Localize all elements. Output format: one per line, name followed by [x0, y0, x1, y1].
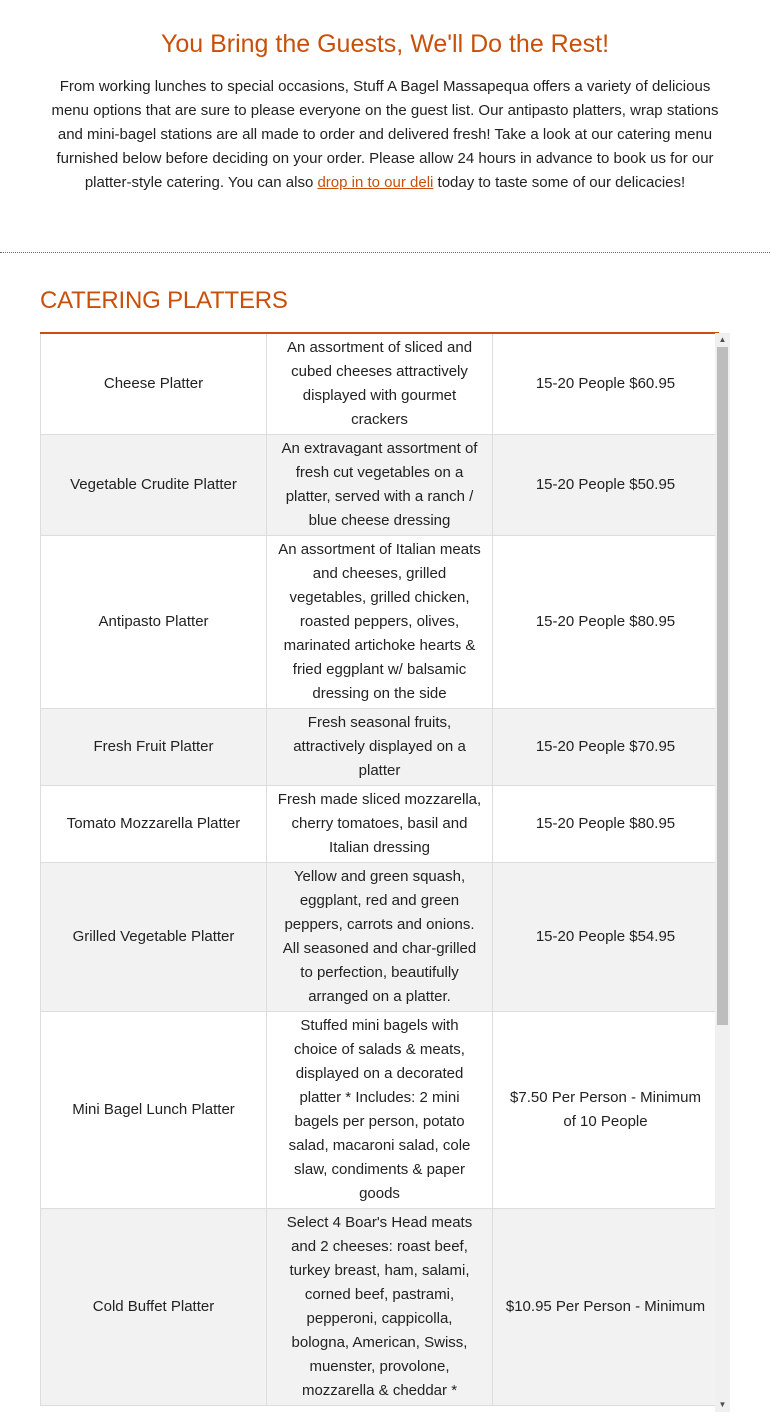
platters-table	[40, 332, 719, 1406]
scroll-up-arrow-icon[interactable]: ▲	[718, 335, 727, 344]
table-row	[41, 333, 719, 435]
table-row	[41, 1209, 719, 1406]
scroll-down-arrow-icon[interactable]: ▼	[718, 1400, 727, 1409]
platter-price: $10.95 Per Person - Minimum	[493, 1209, 719, 1406]
intro-text-before-link: From working lunches to special occasions, Stuff A Bagel Massapequa offers a variety of delicious menu options that are sure to please everyone on the guest list. Our antipasto platters, wrap stations and mini-bagel stations are all made to order and delivered fresh! Take a look at our catering menu furnished below before deciding on your order. Please allow 24 hours in advance to book us for our platter-style catering. You can also	[51, 78, 719, 191]
platter-description: Stuffed mini bagels with choice of salads & meats, displayed on a decorated platter * Includes: 2 mini bagels per person, potato salad, macaroni salad, cole slaw, condiments & paper goods	[267, 1012, 493, 1209]
platter-name: Cold Buffet Platter	[41, 1209, 267, 1406]
platter-price: 15-20 People $80.95	[493, 536, 719, 709]
section-title: CATERING PLATTERS	[40, 287, 288, 314]
platter-name: Tomato Mozzarella Platter	[41, 786, 267, 863]
table-row	[41, 863, 719, 1012]
table-row	[41, 536, 719, 709]
platter-name: Antipasto Platter	[41, 536, 267, 709]
platter-description: An assortment of sliced and cubed cheeses attractively displayed with gourmet crackers	[267, 333, 493, 435]
platter-price: 15-20 People $60.95	[493, 333, 719, 435]
platter-price: 15-20 People $54.95	[493, 863, 719, 1012]
platter-name: Cheese Platter	[41, 333, 267, 435]
platter-name: Mini Bagel Lunch Platter	[41, 1012, 267, 1209]
platter-name: Vegetable Crudite Platter	[41, 435, 267, 536]
deli-link[interactable]: drop in to our deli	[317, 174, 434, 191]
platter-description: Fresh seasonal fruits, attractively displayed on a platter	[267, 709, 493, 786]
table-scrollbar[interactable]	[715, 333, 730, 1412]
platter-price: 15-20 People $50.95	[493, 435, 719, 536]
section-divider	[0, 252, 770, 253]
platter-description: Select 4 Boar's Head meats and 2 cheeses: roast beef, turkey breast, ham, salami, corned beef, pastrami, pepperoni, cappicolla, bologna, American, Swiss, muenster, provolone, mozzarella & cheddar *	[267, 1209, 493, 1406]
intro-text-after-link: today to taste some of our delicacies!	[433, 174, 686, 191]
platter-name: Grilled Vegetable Platter	[41, 863, 267, 1012]
scroll-thumb[interactable]	[717, 347, 728, 1025]
platter-description: Yellow and green squash, eggplant, red and green peppers, carrots and onions. All seasoned and char-grilled to perfection, beautifully arranged on a platter.	[267, 863, 493, 1012]
table-row	[41, 709, 719, 786]
table-row	[41, 1012, 719, 1209]
table-row	[41, 786, 719, 863]
platter-price: $7.50 Per Person - Minimum of 10 People	[493, 1012, 719, 1209]
intro-section	[0, 0, 770, 195]
platter-description: Fresh made sliced mozzarella, cherry tomatoes, basil and Italian dressing	[267, 786, 493, 863]
platter-name: Fresh Fruit Platter	[41, 709, 267, 786]
intro-paragraph	[50, 75, 720, 195]
page-heading: You Bring the Guests, We'll Do the Rest!	[160, 30, 610, 58]
platters-table-container[interactable]	[40, 332, 730, 1412]
table-row	[41, 435, 719, 536]
platter-description: An extravagant assortment of fresh cut vegetables on a platter, served with a ranch / blue cheese dressing	[267, 435, 493, 536]
platter-description: An assortment of Italian meats and cheeses, grilled vegetables, grilled chicken, roasted peppers, olives, marinated artichoke hearts & fried eggplant w/ balsamic dressing on the side	[267, 536, 493, 709]
platter-price: 15-20 People $70.95	[493, 709, 719, 786]
platter-price: 15-20 People $80.95	[493, 786, 719, 863]
